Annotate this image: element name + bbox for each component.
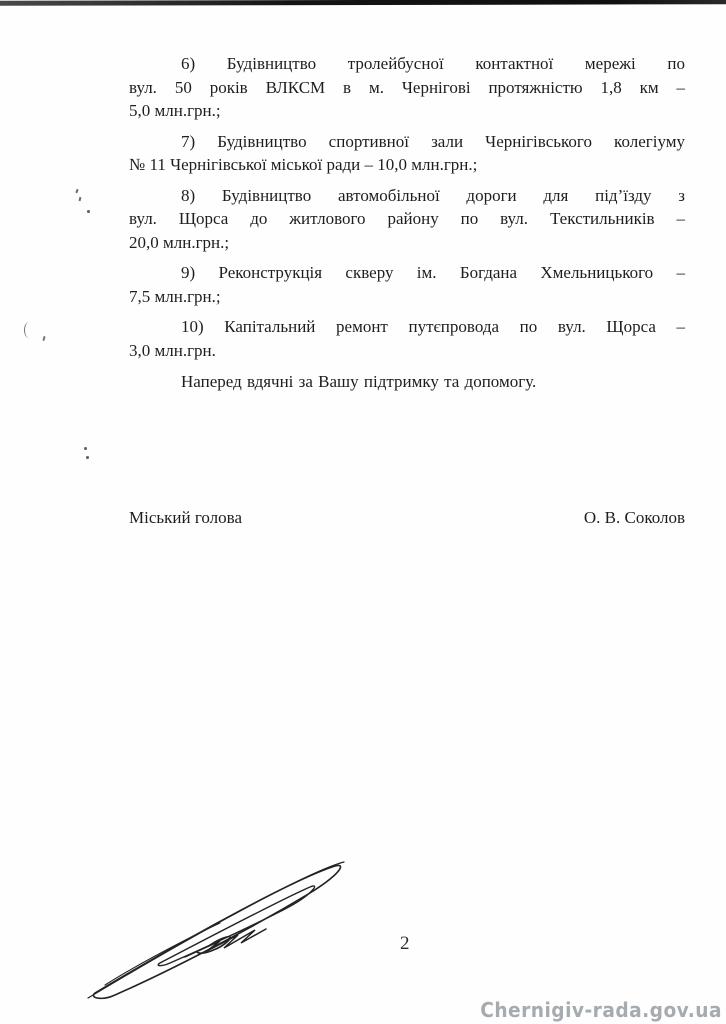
list-item-6: [129, 52, 685, 123]
list-item-8-line-2: вул. Щорса до житлового району по вул. Текстильників –: [129, 209, 685, 228]
scan-artifact-tick: [79, 197, 81, 201]
list-item-9-line-2: 7,5 млн.грн.;: [129, 286, 221, 306]
list-item-10: [129, 315, 685, 362]
scan-edge-line: [0, 0, 726, 6]
list-item-10-line-1: 10) Капітальний ремонт путєпровода по вул. Щорса –: [181, 317, 685, 336]
list-item-7: [129, 130, 685, 177]
closing-line: Наперед вдячні за Вашу підтримку та допомогу.: [181, 372, 537, 391]
scan-artifact-dot: [87, 210, 90, 213]
list-item-9: [129, 261, 685, 308]
page-number: 2: [400, 933, 410, 954]
signatory-name: О. В. Соколов: [583, 507, 685, 527]
list-item-8-line-1: 8) Будівництво автомобільної дороги для під’їзду з: [181, 185, 685, 205]
list-item-6-line-2: вул. 50 років ВЛКСМ в м. Чернігові протяжністю 1,8 км –: [129, 77, 685, 97]
scan-artifact-dot: [86, 456, 89, 459]
site-watermark: Chernigiv-rada.gov.ua: [480, 998, 722, 1022]
list-item-7-line-1: 7) Будівництво спортивної зали Чернігівського колегіуму: [181, 131, 685, 151]
signature-scribble: [70, 845, 360, 1003]
list-item-8-line-3: 20,0 млн.грн.;: [129, 232, 230, 252]
closing-sentence: [129, 370, 685, 394]
list-item-7-line-2: № 11 Чернігівської міської ради – 10,0 млн.грн.;: [129, 155, 478, 174]
list-item-6-line-1: 6) Будівництво тролейбусної контактної мережі по: [181, 54, 685, 73]
list-item-6-line-3: 5,0 млн.грн.;: [129, 101, 221, 120]
letter-body: [129, 52, 685, 529]
scan-artifact-comma: [42, 336, 45, 341]
signature-row: [129, 506, 685, 530]
scan-artifact-paren: [24, 322, 34, 338]
list-item-10-line-2: 3,0 млн.грн.: [129, 340, 216, 360]
list-item-9-line-1: 9) Реконструкція скверу ім. Богдана Хмельницького –: [181, 263, 685, 282]
list-item-8: [129, 184, 685, 255]
scan-artifact-dot: [84, 447, 87, 450]
scan-artifact-tick: [75, 189, 78, 193]
signatory-title: Міський голова: [129, 507, 242, 527]
